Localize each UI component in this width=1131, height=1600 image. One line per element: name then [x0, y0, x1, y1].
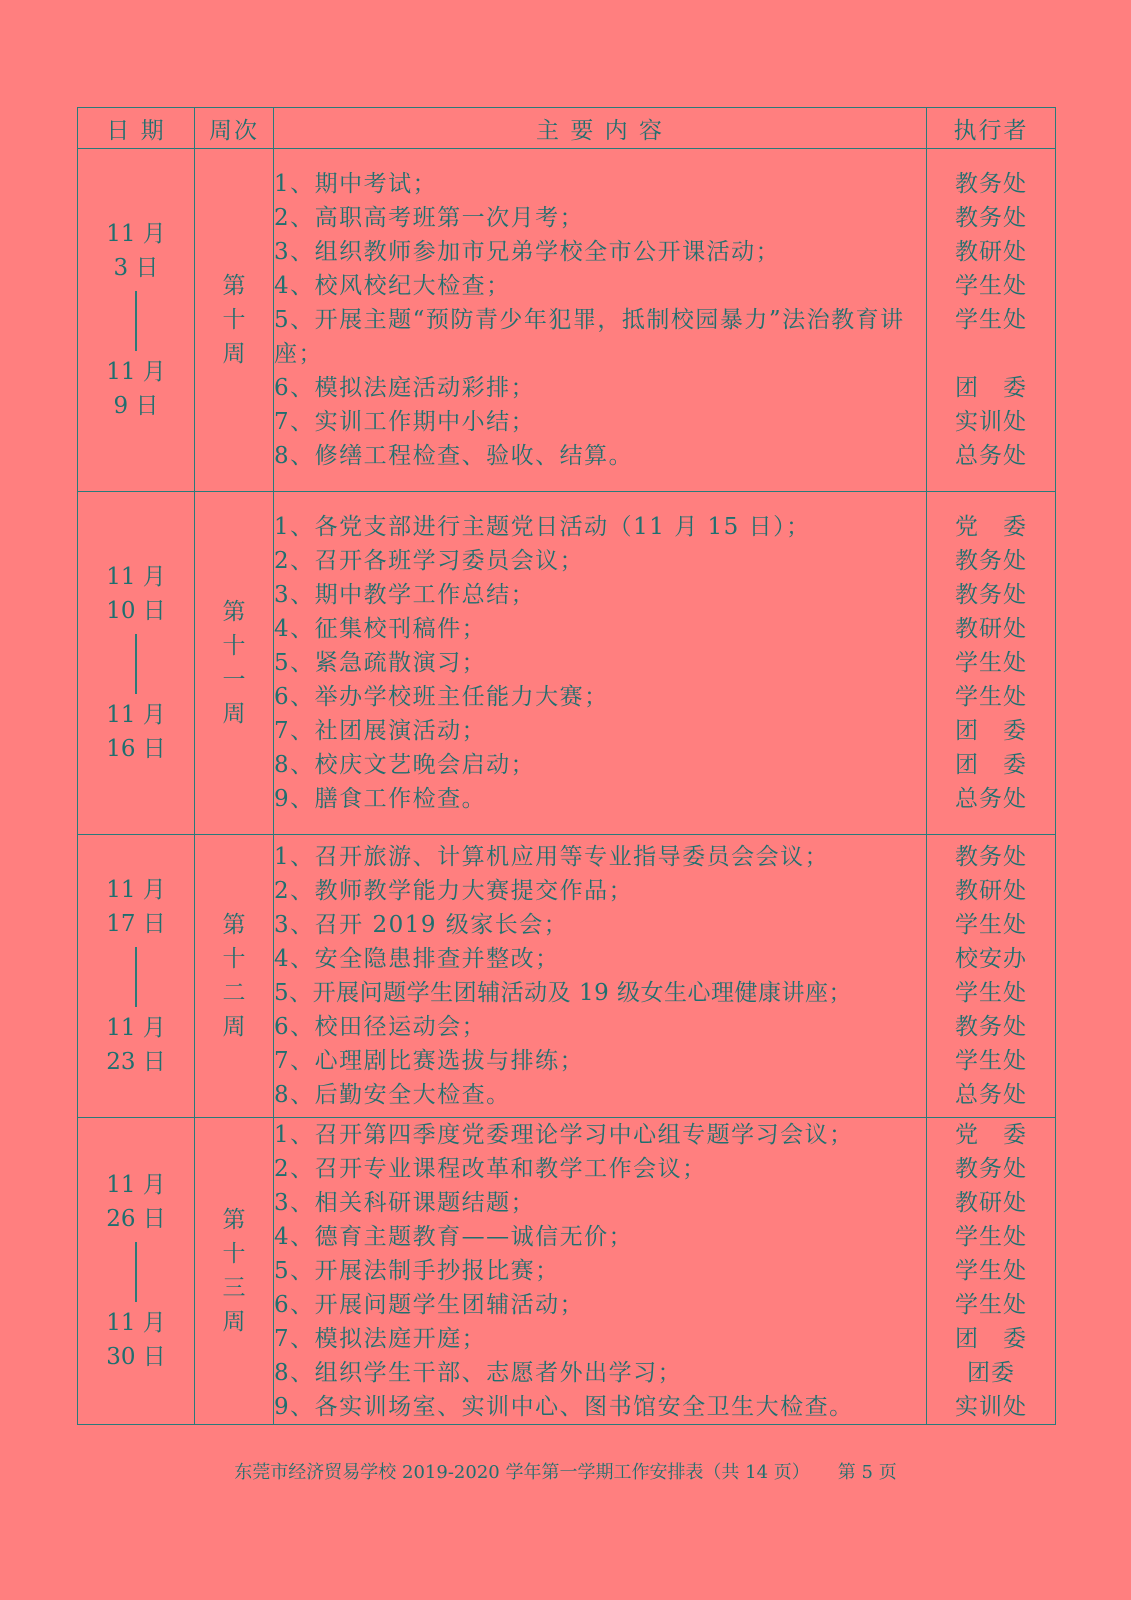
executor: 教务处 [955, 844, 1027, 870]
executor: 学生处 [955, 684, 1027, 710]
date-range [78, 835, 195, 1118]
executor: 团 委 [955, 718, 1027, 744]
executor: 校安办 [955, 946, 1027, 972]
executor: 学生处 [955, 273, 1027, 299]
executor: 总务处 [955, 1082, 1027, 1108]
list-item: 7、心理剧比赛选拔与排练； [274, 1048, 585, 1074]
executor-list [927, 835, 1056, 1118]
list-item: 4、德育主题教育——诚信无价； [274, 1224, 634, 1250]
executor: 团 委 [955, 1326, 1027, 1352]
list-item: 3、召开 2019 级家长会； [274, 912, 569, 938]
list-item: 4、征集校刊稿件； [274, 616, 487, 642]
date-range-divider [135, 634, 137, 694]
header-date: 日 期 [78, 108, 195, 149]
week-char: 周 [222, 341, 246, 367]
date-end-month: 11 月 [106, 1015, 166, 1041]
date-start-month: 11 月 [106, 1172, 166, 1198]
week-number [195, 492, 274, 835]
date-end-day: 23 日 [106, 1049, 166, 1075]
executor: 学生处 [955, 307, 1027, 333]
list-item: 9、各实训场室、实训中心、图书馆安全卫生大检查。 [274, 1394, 854, 1420]
list-item: 2、高职高考班第一次月考； [274, 205, 585, 231]
executor: 团 委 [955, 375, 1027, 401]
date-end-month: 11 月 [106, 1310, 166, 1336]
footer-title: 东莞市经济贸易学校 2019-2020 学年第一学期工作安排表（共 14 页） [234, 1462, 810, 1483]
executor: 教务处 [955, 171, 1027, 197]
executor: 教研处 [955, 616, 1027, 642]
list-item: 1、各党支部进行主题党日活动（11 月 15 日）； [274, 514, 811, 540]
executor: 总务处 [955, 786, 1027, 812]
list-item: 5、紧急疏散演习； [274, 650, 487, 676]
week-number [195, 835, 274, 1118]
list-item: 8、组织学生干部、志愿者外出学习； [274, 1360, 683, 1386]
executor: 总务处 [955, 443, 1027, 469]
table-row [78, 835, 1056, 1118]
executor: 学生处 [955, 1224, 1027, 1250]
executor: 学生处 [955, 1292, 1027, 1318]
executor: 学生处 [955, 1258, 1027, 1284]
date-range [78, 1118, 195, 1425]
executor [927, 337, 1055, 371]
executor: 教研处 [955, 239, 1027, 265]
executor: 团 委 [955, 752, 1027, 778]
list-item: 2、教师教学能力大赛提交作品； [274, 878, 634, 904]
content-list [274, 835, 927, 1118]
list-item: 2、召开专业课程改革和教学工作会议； [274, 1156, 707, 1182]
week-char: 十 [222, 1241, 246, 1267]
executor: 团委 [967, 1360, 1015, 1386]
week-number [195, 1118, 274, 1425]
week-char: 周 [222, 1014, 246, 1040]
date-end-month: 11 月 [106, 702, 166, 728]
content-list [274, 492, 927, 835]
week-char: 周 [222, 1309, 246, 1335]
list-item: 2、召开各班学习委员会议； [274, 548, 585, 574]
table-row [78, 1118, 1056, 1425]
week-char: 十 [222, 307, 246, 333]
list-item: 4、校风校纪大检查； [274, 273, 511, 299]
header-week: 周次 [195, 108, 274, 149]
week-char: 第 [222, 1207, 246, 1233]
list-item: 8、后勤安全大检查。 [274, 1082, 511, 1108]
list-item: 3、组织教师参加市兄弟学校全市公开课活动； [274, 239, 781, 265]
list-item: 1、期中考试； [274, 171, 438, 197]
week-char: 周 [222, 701, 246, 727]
week-number [195, 149, 274, 492]
week-char: 第 [222, 273, 246, 299]
list-item: 3、相关科研课题结题； [274, 1190, 536, 1216]
list-item: 6、开展问题学生团辅活动； [274, 1292, 585, 1318]
date-end-day: 16 日 [106, 736, 166, 762]
date-start-day: 26 日 [106, 1206, 166, 1232]
date-start-day: 10 日 [106, 598, 166, 624]
list-item: 5、开展法制手抄报比赛； [274, 1258, 560, 1284]
date-range-divider [135, 947, 137, 1007]
week-char: 十 [222, 633, 246, 659]
work-schedule-table [77, 107, 1056, 1425]
date-start-month: 11 月 [106, 221, 166, 247]
list-item: 5、开展主题“预防青少年犯罪，抵制校园暴力”法治教育讲座； [274, 307, 905, 367]
date-range [78, 149, 195, 492]
date-range-divider [135, 291, 137, 351]
header-content: 主 要 内 容 [274, 108, 927, 149]
executor: 教研处 [955, 1190, 1027, 1216]
week-char: 二 [222, 980, 246, 1006]
page-footer [0, 1458, 1131, 1484]
list-item: 9、膳食工作检查。 [274, 786, 487, 812]
date-range-divider [135, 1242, 137, 1302]
executor: 学生处 [955, 912, 1027, 938]
executor: 教务处 [955, 548, 1027, 574]
executor: 学生处 [955, 650, 1027, 676]
executor: 教务处 [955, 1156, 1027, 1182]
list-item: 4、安全隐患排查并整改； [274, 946, 560, 972]
executor-list [927, 492, 1056, 835]
executor: 教务处 [955, 582, 1027, 608]
table-row [78, 149, 1056, 492]
date-end-day: 30 日 [106, 1344, 166, 1370]
week-char: 第 [222, 599, 246, 625]
list-item: 1、召开第四季度党委理论学习中心组专题学习会议； [274, 1122, 854, 1148]
date-end-month: 11 月 [106, 359, 166, 385]
executor: 学生处 [955, 1048, 1027, 1074]
list-item: 7、社团展演活动； [274, 718, 487, 744]
date-start-month: 11 月 [106, 877, 166, 903]
table-row [78, 492, 1056, 835]
header-executor: 执行者 [927, 108, 1056, 149]
date-start-day: 17 日 [106, 911, 166, 937]
executor: 党 委 [955, 514, 1027, 540]
executor-list [927, 149, 1056, 492]
list-item: 6、校田径运动会； [274, 1014, 487, 1040]
week-char: 第 [222, 912, 246, 938]
content-list [274, 1118, 927, 1425]
executor: 教研处 [955, 878, 1027, 904]
executor-list [927, 1118, 1056, 1425]
date-range [78, 492, 195, 835]
list-item: 6、模拟法庭活动彩排； [274, 375, 536, 401]
list-item: 8、修缮工程检查、验收、结算。 [274, 443, 634, 469]
list-item: 6、举办学校班主任能力大赛； [274, 684, 609, 710]
executor: 学生处 [955, 980, 1027, 1006]
list-item: 8、校庆文艺晚会启动； [274, 752, 536, 778]
date-end-day: 9 日 [113, 393, 159, 419]
executor: 教务处 [955, 205, 1027, 231]
list-item: 5、开展问题学生团辅活动及 19 级女生心理健康讲座； [274, 980, 853, 1006]
executor: 教务处 [955, 1014, 1027, 1040]
executor: 实训处 [955, 409, 1027, 435]
date-start-day: 3 日 [113, 255, 159, 281]
week-char: 一 [222, 667, 246, 693]
list-item: 3、期中教学工作总结； [274, 582, 536, 608]
page-number: 第 5 页 [837, 1462, 897, 1483]
week-char: 三 [222, 1275, 246, 1301]
list-item: 1、召开旅游、计算机应用等专业指导委员会会议； [274, 844, 830, 870]
executor: 党 委 [955, 1122, 1027, 1148]
table-header-row [78, 108, 1056, 149]
list-item: 7、模拟法庭开庭； [274, 1326, 487, 1352]
list-item: 7、实训工作期中小结； [274, 409, 536, 435]
date-start-month: 11 月 [106, 564, 166, 590]
week-char: 十 [222, 946, 246, 972]
content-list [274, 149, 927, 492]
executor: 实训处 [955, 1394, 1027, 1420]
